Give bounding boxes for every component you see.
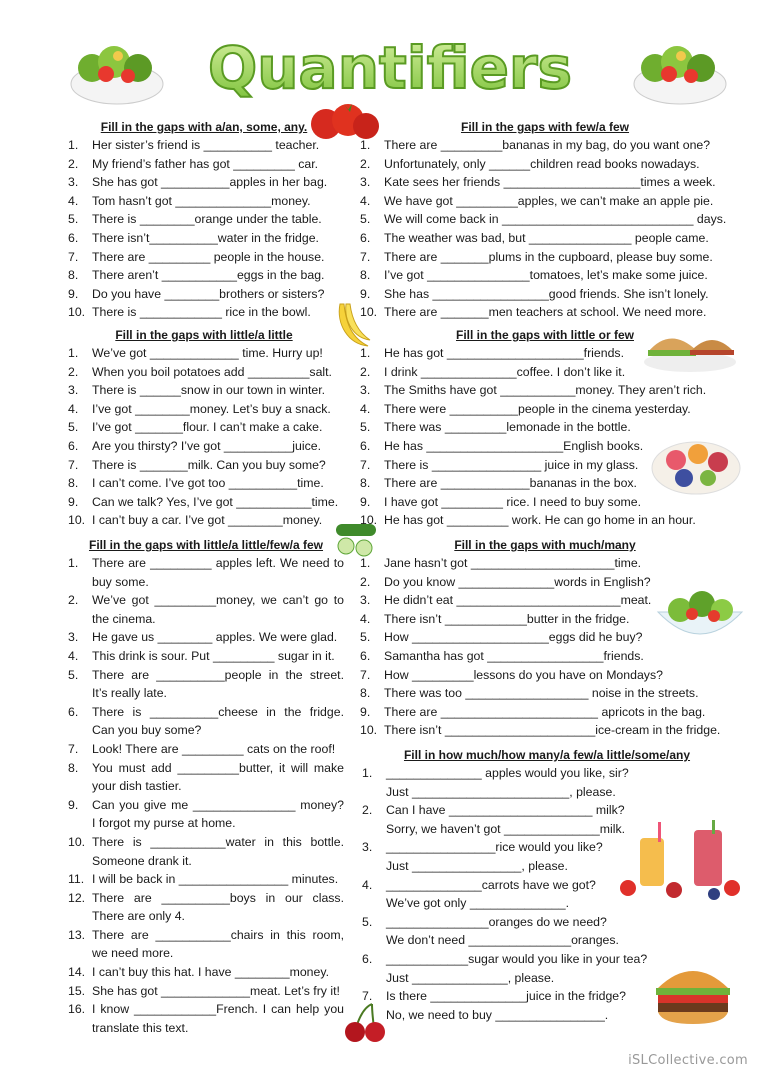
section-little-a-little (68, 326, 340, 530)
item-number: 3. (360, 175, 371, 190)
exercise-list (362, 764, 732, 1024)
exercise-item (362, 764, 732, 783)
exercise-item (360, 666, 730, 685)
exercise-item (68, 400, 340, 419)
item-number: 2. (362, 803, 373, 818)
exercise-item (360, 363, 730, 382)
item-number: 4. (362, 877, 373, 892)
item-number (362, 783, 386, 802)
exercise-item (68, 591, 344, 628)
exercise-item (360, 210, 730, 229)
item-sentence: There isn’t ____________butter in the fridge. (384, 611, 630, 626)
exercise-item (360, 703, 730, 722)
item-number: 4. (68, 401, 79, 416)
item-sentence: Jane hasn’t got _____________________time. (384, 556, 642, 570)
item-sentence: There is ______snow in our town in winter. (92, 383, 326, 398)
item-sentence: There were __________people in the cinema yesterday. (384, 401, 691, 416)
exercise-item (360, 474, 730, 493)
item-sentence: I can’t buy a car. I’ve got ________money. (92, 513, 323, 528)
item-sentence: I know ____________French. I can help you translate this text. (92, 1002, 344, 1035)
exercise-item (68, 493, 340, 512)
exercise-item (68, 437, 340, 456)
item-sentence: There was _________lemonade in the bottle. (384, 420, 631, 435)
item-sentence: She has got _____________meat. Let’s fry it! (92, 983, 340, 998)
item-number: 1. (362, 766, 373, 780)
exercise-item (362, 801, 732, 820)
item-sentence: Is there ______________juice in the fridge? (386, 989, 626, 1004)
item-number: 6. (68, 704, 79, 719)
item-sentence: He has got _________ work. He can go home in an hour. (384, 513, 696, 528)
exercise-item (68, 381, 340, 400)
exercise-item (362, 950, 732, 969)
section-heading: Fill in the gaps with little/a little/few/a few (88, 538, 324, 552)
item-number: 8. (68, 760, 79, 775)
item-sentence: He has got ____________________friends. (384, 346, 624, 360)
exercise-item (68, 266, 340, 285)
item-sentence: Can I have _____________________ milk? (386, 803, 625, 818)
item-sentence: ________________rice would you like? (386, 840, 603, 855)
item-sentence: How _________lessons do you have on Mondays? (384, 667, 663, 682)
exercise-list (360, 344, 730, 530)
item-number (362, 1006, 386, 1025)
exercise-item (68, 418, 340, 437)
item-sentence: Look! There are _________ cats on the roof! (92, 741, 336, 756)
item-sentence: There isn’t__________water in the fridge. (92, 230, 319, 245)
item-number: 1. (360, 138, 371, 152)
item-sentence: ______________ apples would you like, sir? (386, 766, 629, 780)
exercise-item (362, 894, 732, 913)
section-few-a-few (360, 118, 730, 322)
item-number: 10. (360, 723, 378, 738)
item-sentence: Sorry, we haven’t got ______________milk. (386, 821, 626, 836)
item-sentence: I will be back in ________________ minutes. (92, 872, 339, 887)
item-sentence: There are __________boys in our class. There are only 4. (92, 890, 344, 924)
item-number: 10. (68, 305, 86, 320)
item-number: 8. (68, 476, 79, 491)
section-heading: Fill in the gaps with little/a little (115, 328, 293, 342)
item-sentence: Do you know ______________words in English? (384, 574, 651, 589)
item-number: 6. (360, 230, 371, 245)
exercise-item (360, 591, 730, 610)
item-number: 6. (360, 648, 371, 663)
item-number: 14. (68, 965, 86, 980)
section-much-many (360, 536, 730, 740)
item-number: 8. (360, 268, 371, 283)
item-number: 9. (68, 797, 79, 812)
exercise-item (68, 703, 344, 740)
item-sentence: There are __________people in the street. It’s really late. (92, 667, 344, 701)
exercise-list (360, 136, 730, 322)
item-number: 3. (360, 593, 371, 608)
exercise-item (68, 192, 340, 211)
item-sentence: How ____________________eggs did he buy? (384, 630, 643, 645)
exercise-item (68, 229, 340, 248)
item-number: 5. (360, 630, 371, 645)
section-heading: Fill in how much/how many/a few/a little/some/any (403, 748, 691, 762)
item-sentence: I have got _________ rice. I need to buy some. (384, 494, 642, 509)
section-little-few-mixed (68, 536, 344, 1037)
item-sentence: The weather was bad, but _______________ people came. (384, 230, 709, 245)
item-sentence: Do you have ________brothers or sisters? (92, 286, 325, 301)
item-sentence: There is ___________water in this bottle. Someone drank it. (92, 834, 344, 868)
item-number: 2. (68, 364, 79, 379)
exercise-item (360, 155, 730, 174)
item-sentence: There are _______men teachers at school. We need more. (384, 305, 707, 320)
exercise-list (68, 554, 344, 1037)
exercise-item (360, 573, 730, 592)
footer-brand: iSLCollective.com (628, 1053, 748, 1068)
exercise-item (68, 666, 344, 703)
item-number: 15. (68, 983, 86, 998)
item-sentence: You must add _________butter, it will make your dish tastier. (92, 760, 344, 794)
item-number: 8. (68, 268, 79, 283)
item-sentence: There isn’t ______________________ice-cream in the fridge. (384, 723, 721, 738)
exercise-item (360, 554, 730, 573)
item-sentence: She has _________________good friends. She isn’t lonely. (384, 286, 709, 301)
item-number: 7. (360, 457, 371, 472)
item-sentence: There is ________________ juice in my glass. (384, 457, 639, 472)
item-sentence: Can we talk? Yes, I’ve got ___________time. (92, 494, 339, 509)
item-number: 6. (360, 438, 371, 453)
exercise-item (362, 876, 732, 895)
exercise-item (362, 931, 732, 950)
item-number: 5. (68, 212, 79, 227)
item-number: 16. (68, 1002, 86, 1017)
item-sentence: Her sister’s friend is __________ teacher. (92, 138, 320, 152)
item-number: 5. (360, 420, 371, 435)
item-number: 3. (68, 175, 79, 190)
item-number: 4. (360, 401, 371, 416)
exercise-item (68, 963, 344, 982)
item-number: 1. (360, 346, 371, 360)
item-sentence: We’ve got _________money, we can’t go to the cinema. (92, 593, 344, 626)
item-sentence: He didn’t eat ________________________meat. (384, 593, 652, 608)
item-sentence: Unfortunately, only ______children read books nowadays. (384, 156, 700, 171)
item-number: 6. (68, 438, 79, 453)
item-number: 5. (362, 914, 373, 929)
item-sentence: He gave us ________ apples. We were glad. (92, 630, 338, 645)
item-number: 5. (68, 667, 79, 682)
item-number (362, 894, 386, 913)
item-number: 1. (68, 556, 79, 570)
item-number: 5. (360, 212, 371, 227)
salad-bowl-icon (62, 34, 172, 112)
exercise-item (360, 684, 730, 703)
exercise-item (360, 285, 730, 304)
item-number (362, 969, 386, 988)
item-sentence: We will come back in ____________________________ days. (384, 212, 727, 227)
item-sentence: We don’t need _______________oranges. (386, 933, 619, 948)
item-sentence: No, we need to buy ________________. (386, 1007, 609, 1022)
section-heading: Fill in the gaps with few/a few (460, 120, 630, 134)
item-sentence: The Smiths have got ___________money. They aren’t rich. (384, 383, 707, 398)
exercise-item (362, 987, 732, 1006)
exercise-item (360, 493, 730, 512)
exercise-item (68, 889, 344, 926)
item-sentence: I’ve got _______________tomatoes, let’s make some juice. (384, 268, 708, 283)
exercise-item (362, 838, 732, 857)
item-number: 8. (360, 476, 371, 491)
item-sentence: He has ____________________English books. (384, 438, 644, 453)
exercise-list (360, 554, 730, 740)
item-number: 9. (360, 286, 371, 301)
item-sentence: There are _________bananas in my bag, do you want one? (384, 138, 711, 152)
item-number: 9. (68, 494, 79, 509)
item-number (362, 820, 386, 839)
exercise-item (68, 1000, 344, 1037)
item-sentence: There are _______________________ apricots in the bag. (384, 704, 706, 719)
exercise-item (68, 647, 344, 666)
exercise-item (68, 740, 344, 759)
item-sentence: Kate sees her friends ____________________times a week. (384, 175, 716, 190)
item-sentence: ______________carrots have we got? (386, 877, 596, 892)
title-text: Quantifiers (207, 34, 573, 102)
item-number: 5. (68, 420, 79, 435)
exercise-item (362, 913, 732, 932)
item-sentence: ____________sugar would you like in your tea? (386, 951, 648, 966)
item-sentence: There is ____________ rice in the bowl. (92, 305, 311, 320)
section-heading: Fill in the gaps with much/many (454, 538, 636, 552)
exercise-item (360, 173, 730, 192)
item-number: 4. (360, 611, 371, 626)
item-sentence: This drink is sour. Put _________ sugar in it. (92, 648, 335, 663)
exercise-item (360, 303, 730, 322)
exercise-item (362, 969, 732, 988)
exercise-item (68, 833, 344, 870)
exercise-item (68, 926, 344, 963)
exercise-item (68, 285, 340, 304)
item-number: 9. (360, 494, 371, 509)
item-sentence: There are _____________bananas in the box. (384, 476, 637, 491)
item-sentence: _______________oranges do we need? (386, 914, 607, 929)
item-sentence: Are you thirsty? I’ve got __________juice. (92, 438, 322, 453)
item-sentence: Just _______________________, please. (386, 784, 616, 799)
item-number: 3. (68, 630, 79, 645)
exercise-item (360, 344, 730, 363)
exercise-item (360, 511, 730, 530)
item-sentence: We’ve got _____________ time. Hurry up! (92, 346, 323, 360)
item-number: 2. (68, 156, 79, 171)
item-number: 1. (360, 556, 371, 570)
item-sentence: Just ________________, please. (386, 858, 568, 873)
item-number: 10. (68, 513, 86, 528)
item-number: 7. (360, 249, 371, 264)
item-number: 9. (360, 704, 371, 719)
item-number: 2. (360, 364, 371, 379)
item-number: 7. (360, 667, 371, 682)
exercise-item (360, 437, 730, 456)
item-number: 7. (68, 741, 79, 756)
exercise-item (68, 759, 344, 796)
item-number: 2. (360, 156, 371, 171)
item-number: 2. (68, 593, 79, 608)
item-sentence: There are _________ people in the house. (92, 249, 325, 264)
exercise-item (360, 248, 730, 267)
exercise-item (68, 870, 344, 889)
exercise-item (360, 400, 730, 419)
exercise-item (360, 136, 730, 155)
section-how-much-how-many (362, 746, 732, 1024)
item-sentence: When you boil potatoes add _________salt. (92, 364, 332, 379)
item-sentence: We have got _________apples, we can’t make an apple pie. (384, 193, 714, 208)
exercise-item (68, 474, 340, 493)
item-sentence: There are ___________chairs in this room, we need more. (92, 927, 344, 961)
exercise-list (68, 344, 340, 530)
item-number: 13. (68, 927, 86, 942)
item-sentence: There is _______milk. Can you buy some? (92, 457, 326, 472)
item-number: 1. (68, 346, 79, 360)
item-sentence: My friend’s father has got _________ car. (92, 156, 319, 171)
item-number: 3. (362, 840, 373, 855)
item-sentence: There was too __________________ noise in the streets. (384, 686, 699, 701)
item-number: 3. (360, 383, 371, 398)
exercise-item (362, 783, 732, 802)
item-sentence: She has got __________apples in her bag. (92, 175, 328, 190)
item-number: 11. (68, 872, 85, 887)
item-number: 4. (68, 193, 79, 208)
title-graphic (180, 28, 600, 108)
item-number: 8. (360, 686, 371, 701)
exercise-item (360, 628, 730, 647)
item-number (362, 857, 386, 876)
exercise-item (360, 610, 730, 629)
salad-bowl-icon (624, 34, 736, 112)
exercise-item (360, 456, 730, 475)
item-number: 2. (360, 574, 371, 589)
exercise-item (68, 303, 340, 322)
exercise-item (68, 796, 344, 833)
item-sentence: We’ve got only ______________. (386, 896, 570, 911)
exercise-item (68, 511, 340, 530)
exercise-item (360, 229, 730, 248)
exercise-list (68, 136, 340, 322)
item-number: 7. (362, 989, 373, 1004)
exercise-item (360, 266, 730, 285)
item-number: 9. (68, 286, 79, 301)
page-title (180, 28, 600, 108)
item-sentence: There are _________ apples left. We need to buy some. (92, 556, 344, 589)
item-sentence: There is ________orange under the table. (92, 212, 322, 227)
item-number: 10. (68, 834, 86, 849)
item-number: 7. (68, 249, 79, 264)
section-heading: Fill in the gaps with little or few (455, 328, 634, 342)
item-number: 10. (360, 513, 378, 528)
item-number: 4. (68, 648, 79, 663)
item-sentence: I’ve got ________money. Let’s buy a snack. (92, 401, 331, 416)
item-sentence: There is __________cheese in the fridge. Can you buy some? (92, 704, 344, 738)
exercise-item (68, 210, 340, 229)
item-sentence: I drink ______________coffee. I don’t like it. (384, 364, 626, 379)
exercise-item (362, 1006, 732, 1025)
item-sentence: Samantha has got _________________friends. (384, 648, 644, 663)
exercise-item (362, 857, 732, 876)
item-sentence: There are _______plums in the cupboard, please buy some. (384, 249, 713, 264)
exercise-item (68, 136, 340, 155)
exercise-item (68, 248, 340, 267)
exercise-item (68, 628, 344, 647)
item-sentence: I can’t come. I’ve got too __________time. (92, 476, 324, 491)
exercise-item (360, 721, 730, 740)
item-sentence: Tom hasn’t got ______________money. (92, 193, 311, 208)
item-number: 1. (68, 138, 79, 152)
item-number: 6. (362, 951, 373, 966)
item-number: 4. (360, 193, 371, 208)
exercise-item (360, 381, 730, 400)
exercise-item (68, 982, 344, 1001)
item-number: 3. (68, 383, 79, 398)
item-number: 10. (360, 305, 378, 320)
item-number: 6. (68, 230, 79, 245)
item-sentence: I’ve got _______flour. I can’t make a cake. (92, 420, 323, 435)
section-heading: Fill in the gaps with a/an, some, any. (100, 120, 308, 134)
exercise-item (68, 173, 340, 192)
exercise-item (360, 647, 730, 666)
item-sentence: I can’t buy this hat. I have ________money. (92, 965, 329, 980)
exercise-item (68, 363, 340, 382)
section-a-an-some-any (68, 118, 340, 322)
section-little-or-few (360, 326, 730, 530)
exercise-item (68, 155, 340, 174)
exercise-item (68, 554, 344, 591)
item-number: 12. (68, 890, 86, 905)
item-sentence: There aren’t ___________eggs in the bag. (92, 268, 325, 283)
exercise-item (68, 344, 340, 363)
exercise-item (68, 456, 340, 475)
exercise-item (360, 418, 730, 437)
item-number: 7. (68, 457, 79, 472)
item-sentence: Can you give me _______________ money? I forgot my purse at home. (92, 797, 344, 831)
exercise-item (360, 192, 730, 211)
exercise-item (362, 820, 732, 839)
item-sentence: Just ______________, please. (386, 970, 555, 985)
item-number (362, 931, 386, 950)
